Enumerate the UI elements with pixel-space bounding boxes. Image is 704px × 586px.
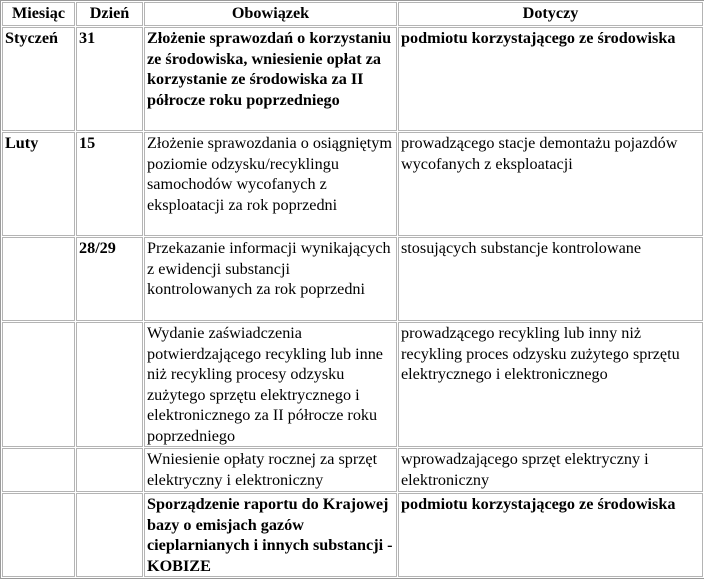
- cell-concerns: wprowadzającego sprzęt elektryczny i elektroniczny: [398, 448, 703, 492]
- cell-duty: Złożenie sprawozdań o korzystaniu ze środowiska, wniesienie opłat za korzystanie ze środowiska za II półrocze roku poprzedniego: [144, 27, 397, 131]
- cell-concerns: podmiotu korzystającego ze środowiska: [398, 27, 703, 131]
- cell-concerns: stosujących substancje kontrolowane: [398, 237, 703, 321]
- header-month: Miesiąc: [2, 2, 75, 26]
- cell-month: Luty: [2, 132, 75, 236]
- table-row: [2, 448, 703, 492]
- cell-duty: Przekazanie informacji wynikających z ewidencji substancji kontrolowanych za rok poprzedni: [144, 237, 397, 321]
- cell-day: [76, 493, 143, 577]
- table-row: [2, 322, 703, 447]
- cell-duty: Sporządzenie raportu do Krajowej bazy o emisjach gazów cieplarnianych i innych substancji - KOBIZE: [144, 493, 397, 577]
- table-row: [2, 237, 703, 321]
- header-day: Dzień: [76, 2, 143, 26]
- cell-day: 28/29: [76, 237, 143, 321]
- table-row: [2, 132, 703, 236]
- cell-month: [2, 322, 75, 447]
- cell-month: [2, 493, 75, 577]
- cell-concerns: prowadzącego recykling lub inny niż recykling proces odzysku zużytego sprzętu elektrycznego i elektronicznego: [398, 322, 703, 447]
- cell-duty: Złożenie sprawozdania o osiągniętym poziomie odzysku/recyklingu samochodów wycofanych z eksploatacji za rok poprzedni: [144, 132, 397, 236]
- header-row: [2, 2, 703, 26]
- header-duty: Obowiązek: [144, 2, 397, 26]
- cell-concerns: prowadzącego stacje demontażu pojazdów wycofanych z eksploatacji: [398, 132, 703, 236]
- cell-duty: Wniesienie opłaty rocznej za sprzęt elektryczny i elektroniczny: [144, 448, 397, 492]
- cell-month: [2, 237, 75, 321]
- cell-day: 15: [76, 132, 143, 236]
- cell-day: [76, 448, 143, 492]
- cell-day: 31: [76, 27, 143, 131]
- cell-month: Styczeń: [2, 27, 75, 131]
- cell-concerns: podmiotu korzystającego ze środowiska: [398, 493, 703, 577]
- cell-day: [76, 322, 143, 447]
- table-row: [2, 493, 703, 577]
- header-concerns: Dotyczy: [398, 2, 703, 26]
- cell-month: [2, 448, 75, 492]
- table-row: [2, 27, 703, 131]
- cell-duty: Wydanie zaświadczenia potwierdzającego recykling lub inne niż recykling procesy odzysku zużytego sprzętu elektrycznego i elektronicznego za II półrocze roku poprzedniego: [144, 322, 397, 447]
